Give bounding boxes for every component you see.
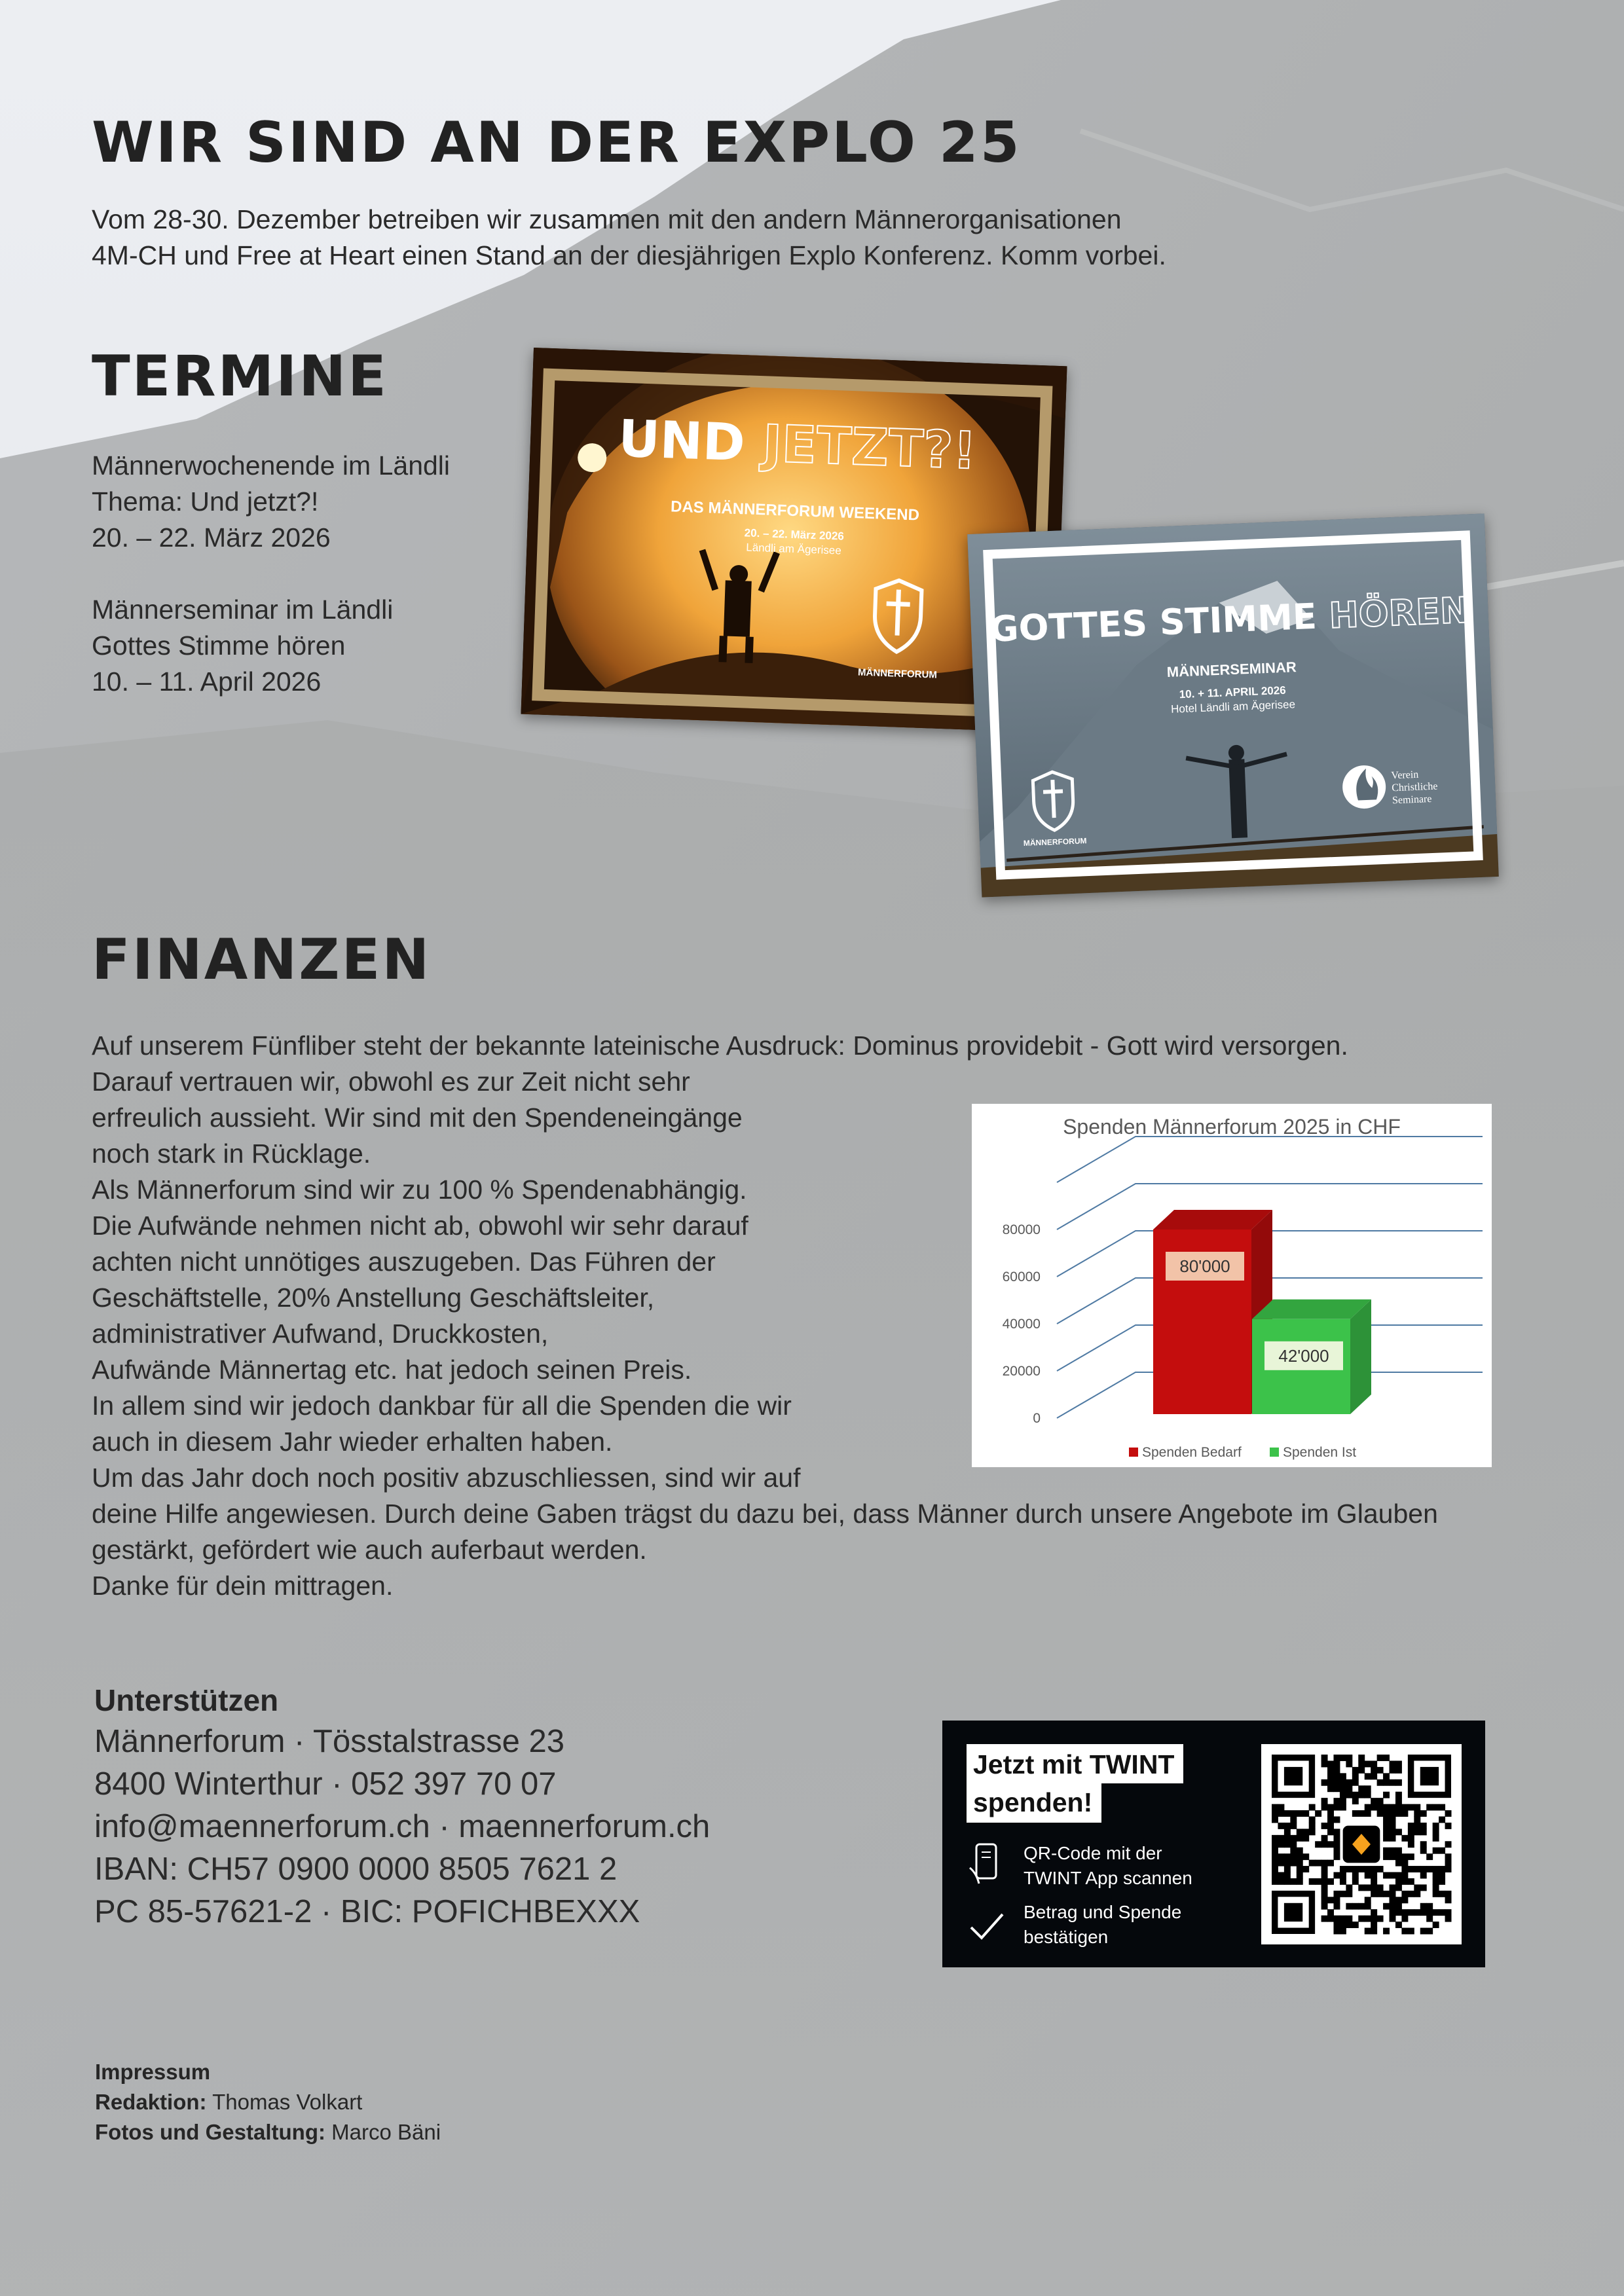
termine-line: Männerwochenende im Ländli — [92, 450, 451, 481]
explo-heading: WIR SIND AN DER EXPLO 25 — [92, 110, 1022, 175]
flyer1-subtitle: DAS MÄNNERFORUM WEEKEND — [670, 498, 920, 524]
phone-scan-icon — [967, 1842, 1004, 1887]
termine-line: Thema: Und jetzt?! — [92, 486, 319, 517]
flyer1-title-b: JETZT?! — [762, 414, 978, 481]
twint-qr-code[interactable] — [1261, 1744, 1462, 1944]
finanzen-line: auch in diesem Jahr wieder erhalten haben. — [92, 1427, 613, 1457]
chart-y-tick-label: 0 — [1033, 1411, 1041, 1426]
finanzen-line: Aufwände Männertag etc. hat jedoch seinen Preis. — [92, 1355, 692, 1385]
checkmark-icon — [969, 1910, 1005, 1943]
support-email-link[interactable]: info@maennerforum.ch · maennerforum.ch — [94, 1809, 710, 1844]
chart-data-label: 42'000 — [1278, 1345, 1329, 1366]
twint-step1 — [1024, 1841, 1192, 1891]
support-iban: IBAN: CH57 0900 0000 8505 7621 2 — [94, 1851, 618, 1887]
flyer1-place: Ländli am Ägerisee — [745, 541, 842, 557]
finanzen-line: achten nicht unnötiges auszugeben. Das Führen der — [92, 1247, 716, 1277]
finanzen-line: Darauf vertrauen wir, obwohl es zur Zeit nicht sehr — [92, 1066, 690, 1097]
chart-legend-label: Spenden Bedarf — [1142, 1445, 1242, 1460]
flyer2-date: 10. + 11. APRIL 2026 — [1179, 683, 1287, 701]
donations-chart — [972, 1104, 1492, 1467]
chart-legend-label: Spenden Ist — [1283, 1445, 1357, 1460]
chart-canvas — [972, 1104, 1492, 1467]
chart-y-tick-label: 40000 — [1002, 1317, 1041, 1332]
termine-line: 20. – 22. März 2026 — [92, 522, 331, 553]
support-heading: Unterstützen — [94, 1683, 279, 1717]
termine-line: 10. – 11. April 2026 — [92, 666, 322, 697]
finanzen-line: In allem sind wir jedoch dankbar für all die Spenden die wir — [92, 1391, 792, 1421]
redaktion-value: Thomas Volkart — [212, 2090, 363, 2114]
impressum-heading: Impressum — [95, 2060, 211, 2084]
twint-step2 — [1024, 1900, 1181, 1950]
flyer-gottes-stimme — [967, 513, 1499, 897]
flyer2-subtitle: MÄNNERSEMINAR — [1166, 659, 1297, 681]
flyer2-title-a: GOTTES STIMME — [989, 595, 1318, 650]
termine-heading: TERMINE — [92, 344, 388, 409]
chart-legend-swatch — [1129, 1448, 1138, 1457]
finanzen-line: noch stark in Rücklage. — [92, 1139, 371, 1169]
termine-line: Gottes Stimme hören — [92, 630, 346, 661]
twint-step1-line: TWINT App scannen — [1024, 1868, 1192, 1888]
flyer1-logo-text: MÄNNERFORUM — [857, 666, 938, 681]
termine-line — [92, 556, 450, 592]
chart-y-tick-label: 80000 — [1002, 1222, 1041, 1237]
finanzen-line: administrativer Aufwand, Druckkosten, — [92, 1319, 549, 1349]
partner-line: Christliche — [1391, 780, 1438, 794]
qr-code-image — [1261, 1744, 1462, 1944]
impressum-block — [95, 2057, 441, 2147]
finanzen-line: Auf unserem Fünfliber steht der bekannte lateinische Ausdruck: Dominus providebit - Gott wird versorgen. — [92, 1030, 1348, 1061]
finanzen-line: Danke für dein mittragen. — [92, 1571, 394, 1601]
impressum-fotos — [95, 2117, 441, 2147]
finanzen-line: Um das Jahr doch noch positiv abzuschliessen, sind wir auf — [92, 1463, 801, 1493]
flyer2-place: Hotel Ländli am Ägerisee — [1170, 698, 1296, 716]
explo-line: 4M-CH und Free at Heart einen Stand an der diesjährigen Explo Konferenz. Komm vorbei. — [92, 240, 1166, 270]
twint-step2-line: bestätigen — [1024, 1927, 1109, 1947]
support-block — [94, 1680, 710, 1933]
support-pc-bic: PC 85-57621-2 · BIC: POFICHBEXXX — [94, 1894, 640, 1929]
termine-list — [92, 448, 450, 700]
redaktion-label: Redaktion: — [95, 2090, 207, 2114]
flyer2-partner-logo-text — [1391, 768, 1438, 807]
twint-title-label — [967, 1744, 1183, 1783]
flyer2-logo-text: MÄNNERFORUM — [1023, 836, 1087, 848]
twint-title-line: Jetzt mit TWINT — [973, 1749, 1175, 1779]
finanzen-line: Die Aufwände nehmen nicht ab, obwohl wir sehr darauf — [92, 1211, 748, 1241]
chart-bar — [1252, 1300, 1371, 1414]
twint-step2-line: Betrag und Spende — [1024, 1902, 1182, 1922]
chart-y-tick-label: 60000 — [1002, 1269, 1041, 1285]
impressum-redaktion — [95, 2087, 441, 2117]
support-line: 8400 Winterthur · 052 397 70 07 — [94, 1766, 557, 1802]
chart-y-tick-label: 20000 — [1002, 1364, 1041, 1379]
fotos-label: Fotos und Gestaltung: — [95, 2120, 325, 2144]
finanzen-line: gestärkt, gefördert wie auch auferbaut werden. — [92, 1535, 647, 1565]
explo-line: Vom 28-30. Dezember betreiben wir zusammen mit den andern Männerorganisationen — [92, 204, 1122, 234]
finanzen-line: erfreulich aussieht. Wir sind mit den Spendeneingänge — [92, 1102, 743, 1133]
support-line: Männerforum · Tösstalstrasse 23 — [94, 1724, 565, 1759]
explo-paragraph — [92, 202, 1166, 274]
chart-gridline — [1057, 1137, 1483, 1182]
finanzen-line: Geschäftstelle, 20% Anstellung Geschäftsleiter, — [92, 1283, 655, 1313]
flyer1-title-a: UND — [617, 409, 747, 473]
twint-title-line: spenden! — [973, 1787, 1093, 1817]
flyer2-title-b: HÖREN — [1328, 589, 1471, 636]
finanzen-heading: FINANZEN — [92, 927, 432, 993]
twint-donation-box — [942, 1721, 1485, 1967]
finanzen-line: deine Hilfe angewiesen. Durch deine Gaben trägst du dazu bei, dass Männer durch unsere Angebote im Glauben — [92, 1499, 1438, 1529]
finanzen-line: Als Männerforum sind wir zu 100 % Spendenabhängig. — [92, 1175, 747, 1205]
partner-line: Verein — [1391, 769, 1419, 782]
twint-step1-line: QR-Code mit der — [1024, 1843, 1162, 1863]
chart-legend-swatch — [1270, 1448, 1279, 1457]
chart-data-label: 80'000 — [1179, 1256, 1230, 1276]
flyer1-date: 20. – 22. März 2026 — [744, 526, 845, 543]
twint-title-label-2 — [967, 1783, 1101, 1823]
fotos-value: Marco Bäni — [331, 2120, 441, 2144]
termine-line: Männerseminar im Ländli — [92, 594, 394, 625]
chart-title: Spenden Männerforum 2025 in CHF — [1063, 1115, 1401, 1139]
partner-line: Seminare — [1392, 793, 1432, 807]
